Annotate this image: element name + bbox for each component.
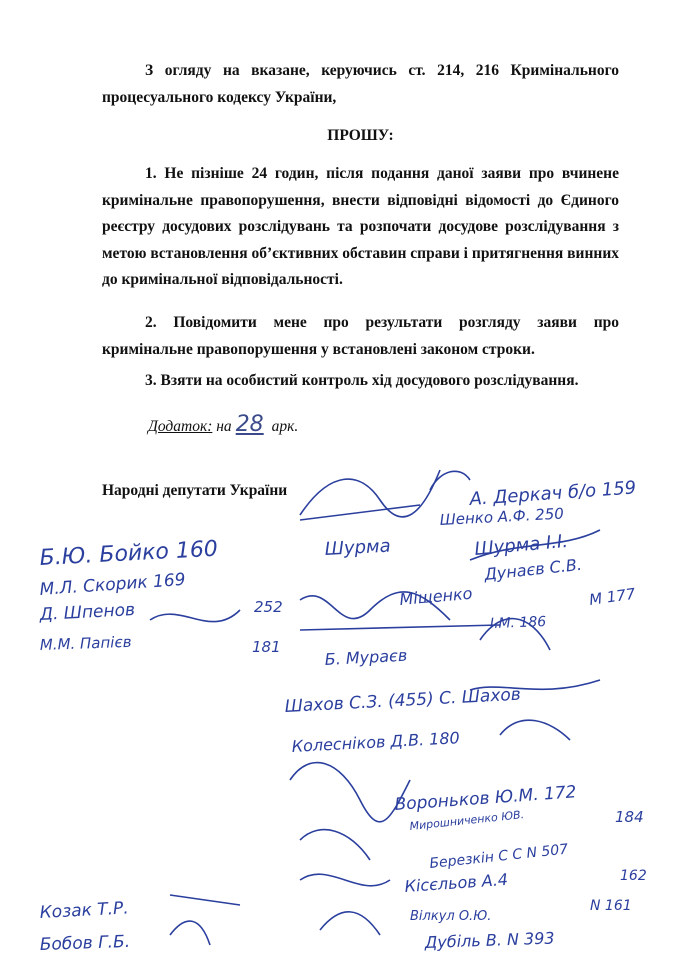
sig-kiselov: Кісєльов А.4	[403, 869, 509, 896]
sig-dubil: Дубіль В. N 393	[424, 928, 555, 952]
sig-number-162: 162	[620, 868, 647, 884]
sig-vilkul: Вілкул О.Ю.	[410, 909, 492, 924]
attachment-prefix: на	[216, 418, 232, 435]
sig-number-181: 181	[252, 638, 281, 656]
signatures-area	[0, 450, 679, 960]
sig-shakhov: Шахов С.З. (455) С. Шахов	[284, 684, 522, 717]
sig-kolesnikov: Колесніков Д.В. 180	[291, 728, 461, 756]
sig-number-252: 252	[254, 598, 283, 616]
sig-dunaev: Дунаєв С.В.	[483, 554, 583, 584]
attachment-label: Додаток:	[148, 418, 213, 435]
attachment-line	[148, 412, 298, 437]
sig-shurma-short: Шурма	[324, 535, 392, 560]
sig-number-177: М 177	[588, 584, 637, 609]
sig-kozak: Козак Т.Р.	[39, 898, 130, 923]
sig-berezkin: Березкін С С N 507	[428, 841, 569, 872]
sig-number-186: І.М. 186	[489, 614, 547, 632]
attachment-suffix: арк.	[271, 418, 299, 435]
sig-skoryk: М.Л. Скорик 169	[38, 569, 187, 600]
request-heading: ПРОШУ:	[327, 127, 394, 144]
sig-shenko: Шенко А.Ф. 250	[439, 504, 565, 529]
sig-number-161: N 161	[590, 898, 632, 914]
sig-shpenov: Д. Шпенов	[39, 600, 136, 625]
sig-muraev: Б. Мураєв	[324, 645, 408, 669]
request-item-2: 2. Повідомити мене про результати розгляду заяви про кримінальне правопорушення у встановлені законом строки.	[102, 314, 619, 358]
sig-derkach: А. Деркач б/о 159	[468, 477, 637, 510]
sig-boiko: Б.Ю. Бойко 160	[39, 536, 219, 571]
sig-vorontsov: Вороньков Ю.М. 172	[393, 782, 578, 815]
sig-papiev: М.М. Папієв	[39, 632, 132, 654]
sig-number-184: 184	[615, 808, 644, 826]
intro-paragraph: З огляду на вказане, керуючись ст. 214, 216 Кримінального процесуального кодексу України,	[102, 62, 619, 106]
sig-myshchenko: Міщенко	[398, 583, 474, 609]
attachment-count: 28	[235, 412, 264, 437]
sig-myroshnychenko: Мирошниченко ЮВ.	[408, 808, 525, 833]
handwritten-signatures	[38, 477, 647, 955]
request-item-3: 3. Взяти на особистий контроль хід досудового розслідування.	[145, 372, 579, 389]
request-item-1: 1. Не пізніше 24 годин, після подання даної заяви про вчинене кримінальне правопорушення, внести відповідні відомості до Єдиного реєстру досудових розслідувань та розпочати досудове розслідування з метою встановлення об’єктивних обставин справи і притягнення винних до кримінальної відповідальності.	[102, 165, 619, 288]
sig-bobov: Бобов Г.Б.	[39, 931, 131, 955]
signers-label: Народні депутати України	[102, 482, 288, 499]
sig-shurma: Шурма І.І.	[473, 530, 569, 560]
